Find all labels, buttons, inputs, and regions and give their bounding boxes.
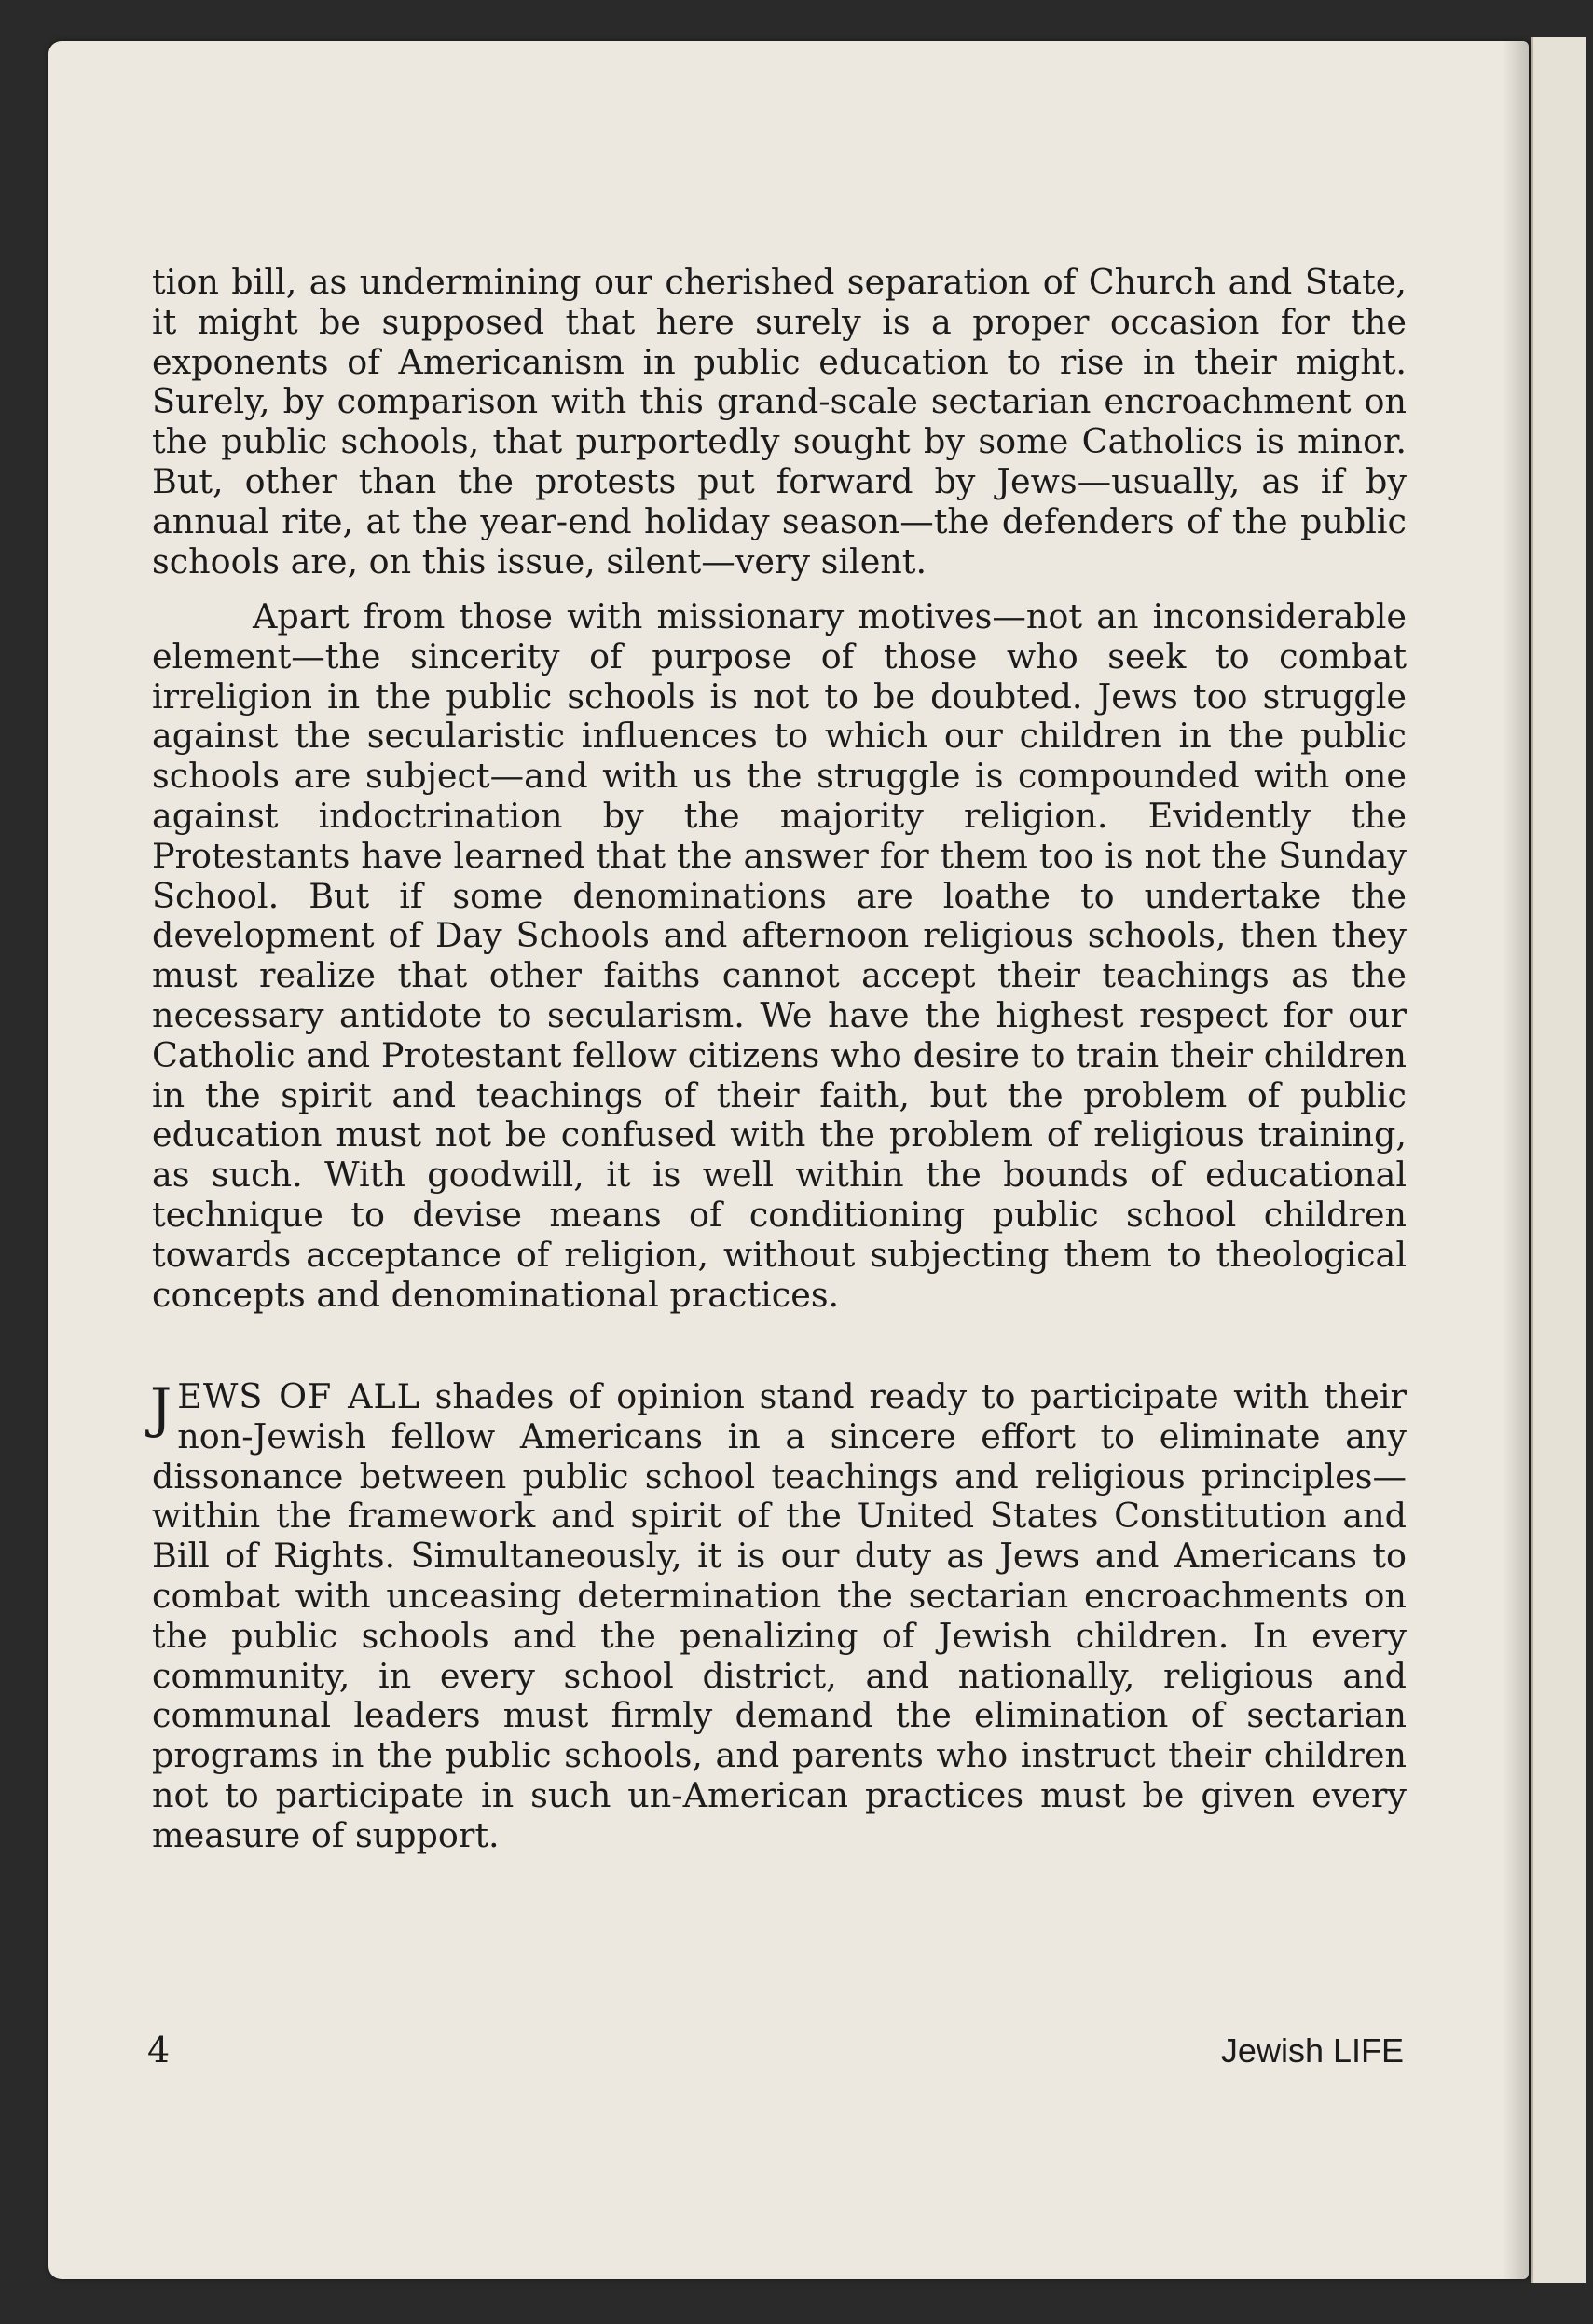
next-page-edge: [1531, 37, 1586, 2283]
drop-cap: J: [150, 1376, 172, 1440]
paragraph-3: [152, 1377, 1407, 1856]
paragraph-1: [152, 263, 1407, 581]
lead-in-caps: EWS OF ALL: [177, 1376, 420, 1416]
paragraph-3-body: shades of opinion stand ready to participate with their non-Jewish fellow Americans in a sincere effort to eliminate any dissonance between public school teachings and religious principles—within the framework and spirit of the United States Constitution and Bill of Rights. Simultaneously, it is our duty as Jews and Americans to combat with unceasing determination the sectarian encroachments on the public schools and the penalizing of Jewish children. In every community, in every school district, and nationally, religious and communal leaders must firmly demand the elimination of sectarian programs in the public schools, and parents who instruct their children not to participate in such un-American practices must be given every measure of support.: [152, 1376, 1407, 1855]
page-number: 4: [147, 2030, 171, 2071]
paragraph-2-text: Apart from those with missionary motives—not an inconsiderable element—the sincerity of purpose of those who seek to combat irreligion in the public schools is not to be doubted. Jews too struggle against the secularistic influences to which our children in the public schools are subject—and with us the struggle is compounded with one against indoctrination by the majority religion. Evidently the Protestants have learned that the answer for them too is not the Sunday School. But if some denominations are loathe to undertake the development of Day Schools and afternoon religious schools, then they must realize that other faiths cannot accept their teachings as the necessary antidote to secularism. We have the highest respect for our Catholic and Protestant fellow citizens who desire to train their children in the spirit and teachings of their faith, but the problem of public education must not be confused with the problem of religious training, as such. With goodwill, it is well within the bounds of educational technique to devise means of conditioning public school children towards acceptance of religion, without subjecting them to theological concepts and denominational practices.: [152, 596, 1407, 1315]
magazine-name: Jewish LIFE: [1220, 2031, 1404, 2070]
spine-shadow: [1503, 41, 1531, 2279]
paragraph-2: [152, 597, 1407, 1315]
paragraph-1-text: tion bill, as undermining our cherished separation of Church and State, it might be supposed that here surely is a proper occasion for the exponents of Americanism in public education to rise in their might. Surely, by comparison with this grand-scale sectarian encroachment on the public schools, that purportedly sought by some Catholics is minor. But, other than the protests put forward by Jews—usually, as if by annual rite, at the year-end holiday season—the defenders of the public schools are, on this issue, silent—very silent.: [152, 262, 1407, 581]
paragraph-3-text: [152, 1377, 1407, 1856]
